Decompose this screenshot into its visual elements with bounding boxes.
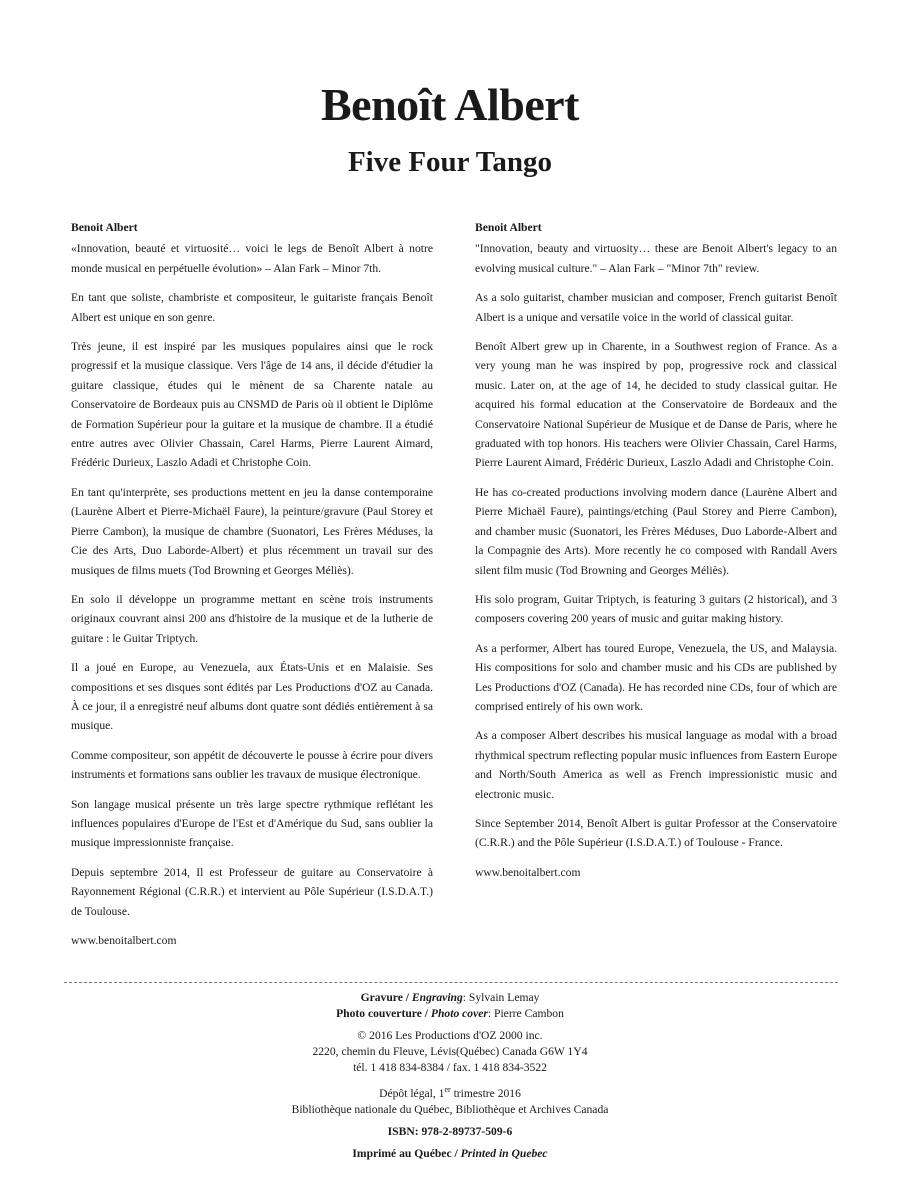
french-paragraph: Il a joué en Europe, au Venezuela, aux États-Unis et en Malaisie. Ses compositions et ses disques sont édités par Les Productions d'OZ au Canada. À ce jour, il a enregistré neuf albums dont quatre sont dédiés entièrement à sa musique. [71,661,433,733]
english-paragraph: As a solo guitarist, chamber musician and composer, French guitarist Benoît Albert is a unique and versatile voice in the world of classical guitar. [475,291,837,324]
photo-label-fr: Photo couverture [336,1007,422,1020]
legal-deposit-prefix: Dépôt légal, 1 [379,1086,445,1100]
engraving-credit: Gravure / Engraving: Sylvain Lemay [360,991,540,1004]
english-paragraph: As a performer, Albert has toured Europe, Venezuela, the US, and Malaysia. His compositions for solo and chamber music and his CDs are published by Les Productions d'OZ (Canada). He has recorded nine CDs, four of which are comprised entirely of his own work. [475,641,837,713]
printed-in: Imprimé au Québec / Printed in Quebec [352,1146,548,1160]
french-paragraph: En tant que soliste, chambriste et compositeur, le guitariste français Benoît Albert est unique en son genre. [71,291,433,324]
french-paragraph: Comme compositeur, son appétit de découverte le pousse à écrire pour divers instruments et formations sans oublier les travaux de musique électronique. [71,748,433,782]
isbn [0,1124,900,1140]
library-line: Bibliothèque nationale du Québec, Bibliothèque et Archives Canada [291,1102,609,1116]
french-paragraph: En tant qu'interprète, ses productions mettent en jeu la danse contemporaine (Laurène Albert et Pierre-Michaël Faure), la peinture/gravure (Paul Storey et Pierre Cambon), la musique de chambre (Suonatori, Les Frères Méduses, la Cie des Arts, Duo Laborde-Albert) et plus récemment un travail sur des musiques de films muets (Tod Browning et Georges Méliès). [71,485,433,577]
engraving-name: : Sylvain Lemay [462,991,540,1004]
dashed-divider [64,982,838,983]
french-paragraph: «Innovation, beauté et virtuosité… voici le legs de Benoît Albert à notre monde musical en perpétuelle évolution» – Alan Fark – Minor 7th. [71,242,433,275]
isbn-text: ISBN: 978-2-89737-509-6 [387,1124,513,1138]
english-biography [475,218,837,892]
legal-deposit-sup: er [444,1085,451,1094]
photo-name: : Pierre Cambon [487,1007,564,1020]
french-paragraph: Très jeune, il est inspiré par les musiques populaires ainsi que le rock progressif et la musique classique. Vers l'âge de 14 ans, il décide d'étudier la guitare classique, études qui le mènent de sa Charente natale au Conservatoire de Bordeaux puis au CNSMD de Paris où il obtient le Diplôme de Formation Supérieur pour la guitare et la musique de chambre. Il a étudié entre autres avec Olivier Chassain, Carel Harms, Pierre Laurent Aimard, Frédéric Durieux, Laszlo Adadi et Christophe Coin. [71,340,433,470]
engraving-label-en: Engraving [411,991,463,1004]
piece-title: Five Four Tango [347,146,553,178]
printed-fr: Imprimé au Québec [352,1146,452,1160]
photo-credit: Photo couverture / Photo cover: Pierre Cambon [336,1007,564,1020]
french-paragraph: Depuis septembre 2014, Il est Professeur de guitare au Conservatoire à Rayonnement Régional (C.R.R.) et intervient au Pôle Supérieur (I.S.D.A.T.) de Toulouse. [71,865,433,918]
composer-name: Benoît Albert [321,79,579,130]
engraving-label-fr: Gravure [360,991,403,1004]
french-biography [71,218,433,960]
english-paragraph: Since September 2014, Benoît Albert is guitar Professor at the Conservatoire (C.R.R.) and the Pôle Supérieur (I.S.D.A.T.) of Toulouse - France. [475,816,837,850]
printed-en: Printed in Quebec [460,1146,548,1160]
english-paragraph: As a composer Albert describes his musical language as modal with a broad rhythmical spectrum reflecting popular music influences from Eastern Europe and North/South America as well as French impressionistic music and electronic music. [475,729,837,801]
english-paragraph: "Innovation, beauty and virtuosity… these are Benoit Albert's legacy to an evolving musical culture." – Alan Fark – "Minor 7th" review. [475,242,837,275]
copyright-line: © 2016 Les Productions d'OZ 2000 inc. [357,1029,543,1042]
english-heading: Benoit Albert [475,221,542,234]
publication-credits [0,990,900,1162]
publisher-address: 2220, chemin du Fleuve, Lévis(Québec) Canada G6W 1Y4 [312,1045,588,1058]
english-website-link[interactable]: www.benoitalbert.com [475,865,581,879]
legal-deposit [0,1082,900,1102]
english-paragraph: Benoît Albert grew up in Charente, in a Southwest region of France. As a very young man he was inspired by pop, progressive rock and classical music. Later on, at the age of 14, he decided to study classical guitar. He acquired his formal education at the Conservatoire de Bordeaux and the Conservatoire National Supérieur de Musique et de Danse de Paris, where he graduated with top honors. His teachers were Olivier Chassain, Carel Harms, Pierre Laurent Aimard, Frédéric Durieux, Laszlo Adadi and Christophe Coin. [475,340,837,470]
french-paragraph: En solo il développe un programme mettant en scène trois instruments originaux couvrant ainsi 200 ans d'histoire de la musique et de la lutherie de guitare : le Guitar Triptych. [71,592,433,645]
english-paragraph: His solo program, Guitar Triptych, is featuring 3 guitars (2 historical), and 3 composers covering 200 years of music and guitar making history. [475,592,837,626]
publisher-phone: tél. 1 418 834-8384 / fax. 1 418 834-3522 [353,1061,547,1074]
french-website-link[interactable]: www.benoitalbert.com [71,934,177,947]
english-paragraph: He has co-created productions involving modern dance (Laurène Albert and Pierre Michaël Faure), paintings/etching (Paul Storey and Pierre Cambon), and chamber music (Suonatori, les Frères Méduses, Duo Laborde-Albert and la Compagnie des Arts). More recently he co composed with Randall Avers silent film music (Tod Browning and Georges Méliès). [475,485,837,577]
french-paragraph: Son langage musical présente un très large spectre rythmique reflétant les influences populaires d'Europe de l'Est et d'Amérique du Sud, sans oublier la musique impressionniste française. [71,797,433,850]
legal-deposit-suffix: trimestre 2016 [450,1086,521,1100]
photo-label-en: Photo cover [430,1007,488,1020]
french-heading: Benoit Albert [71,221,138,234]
